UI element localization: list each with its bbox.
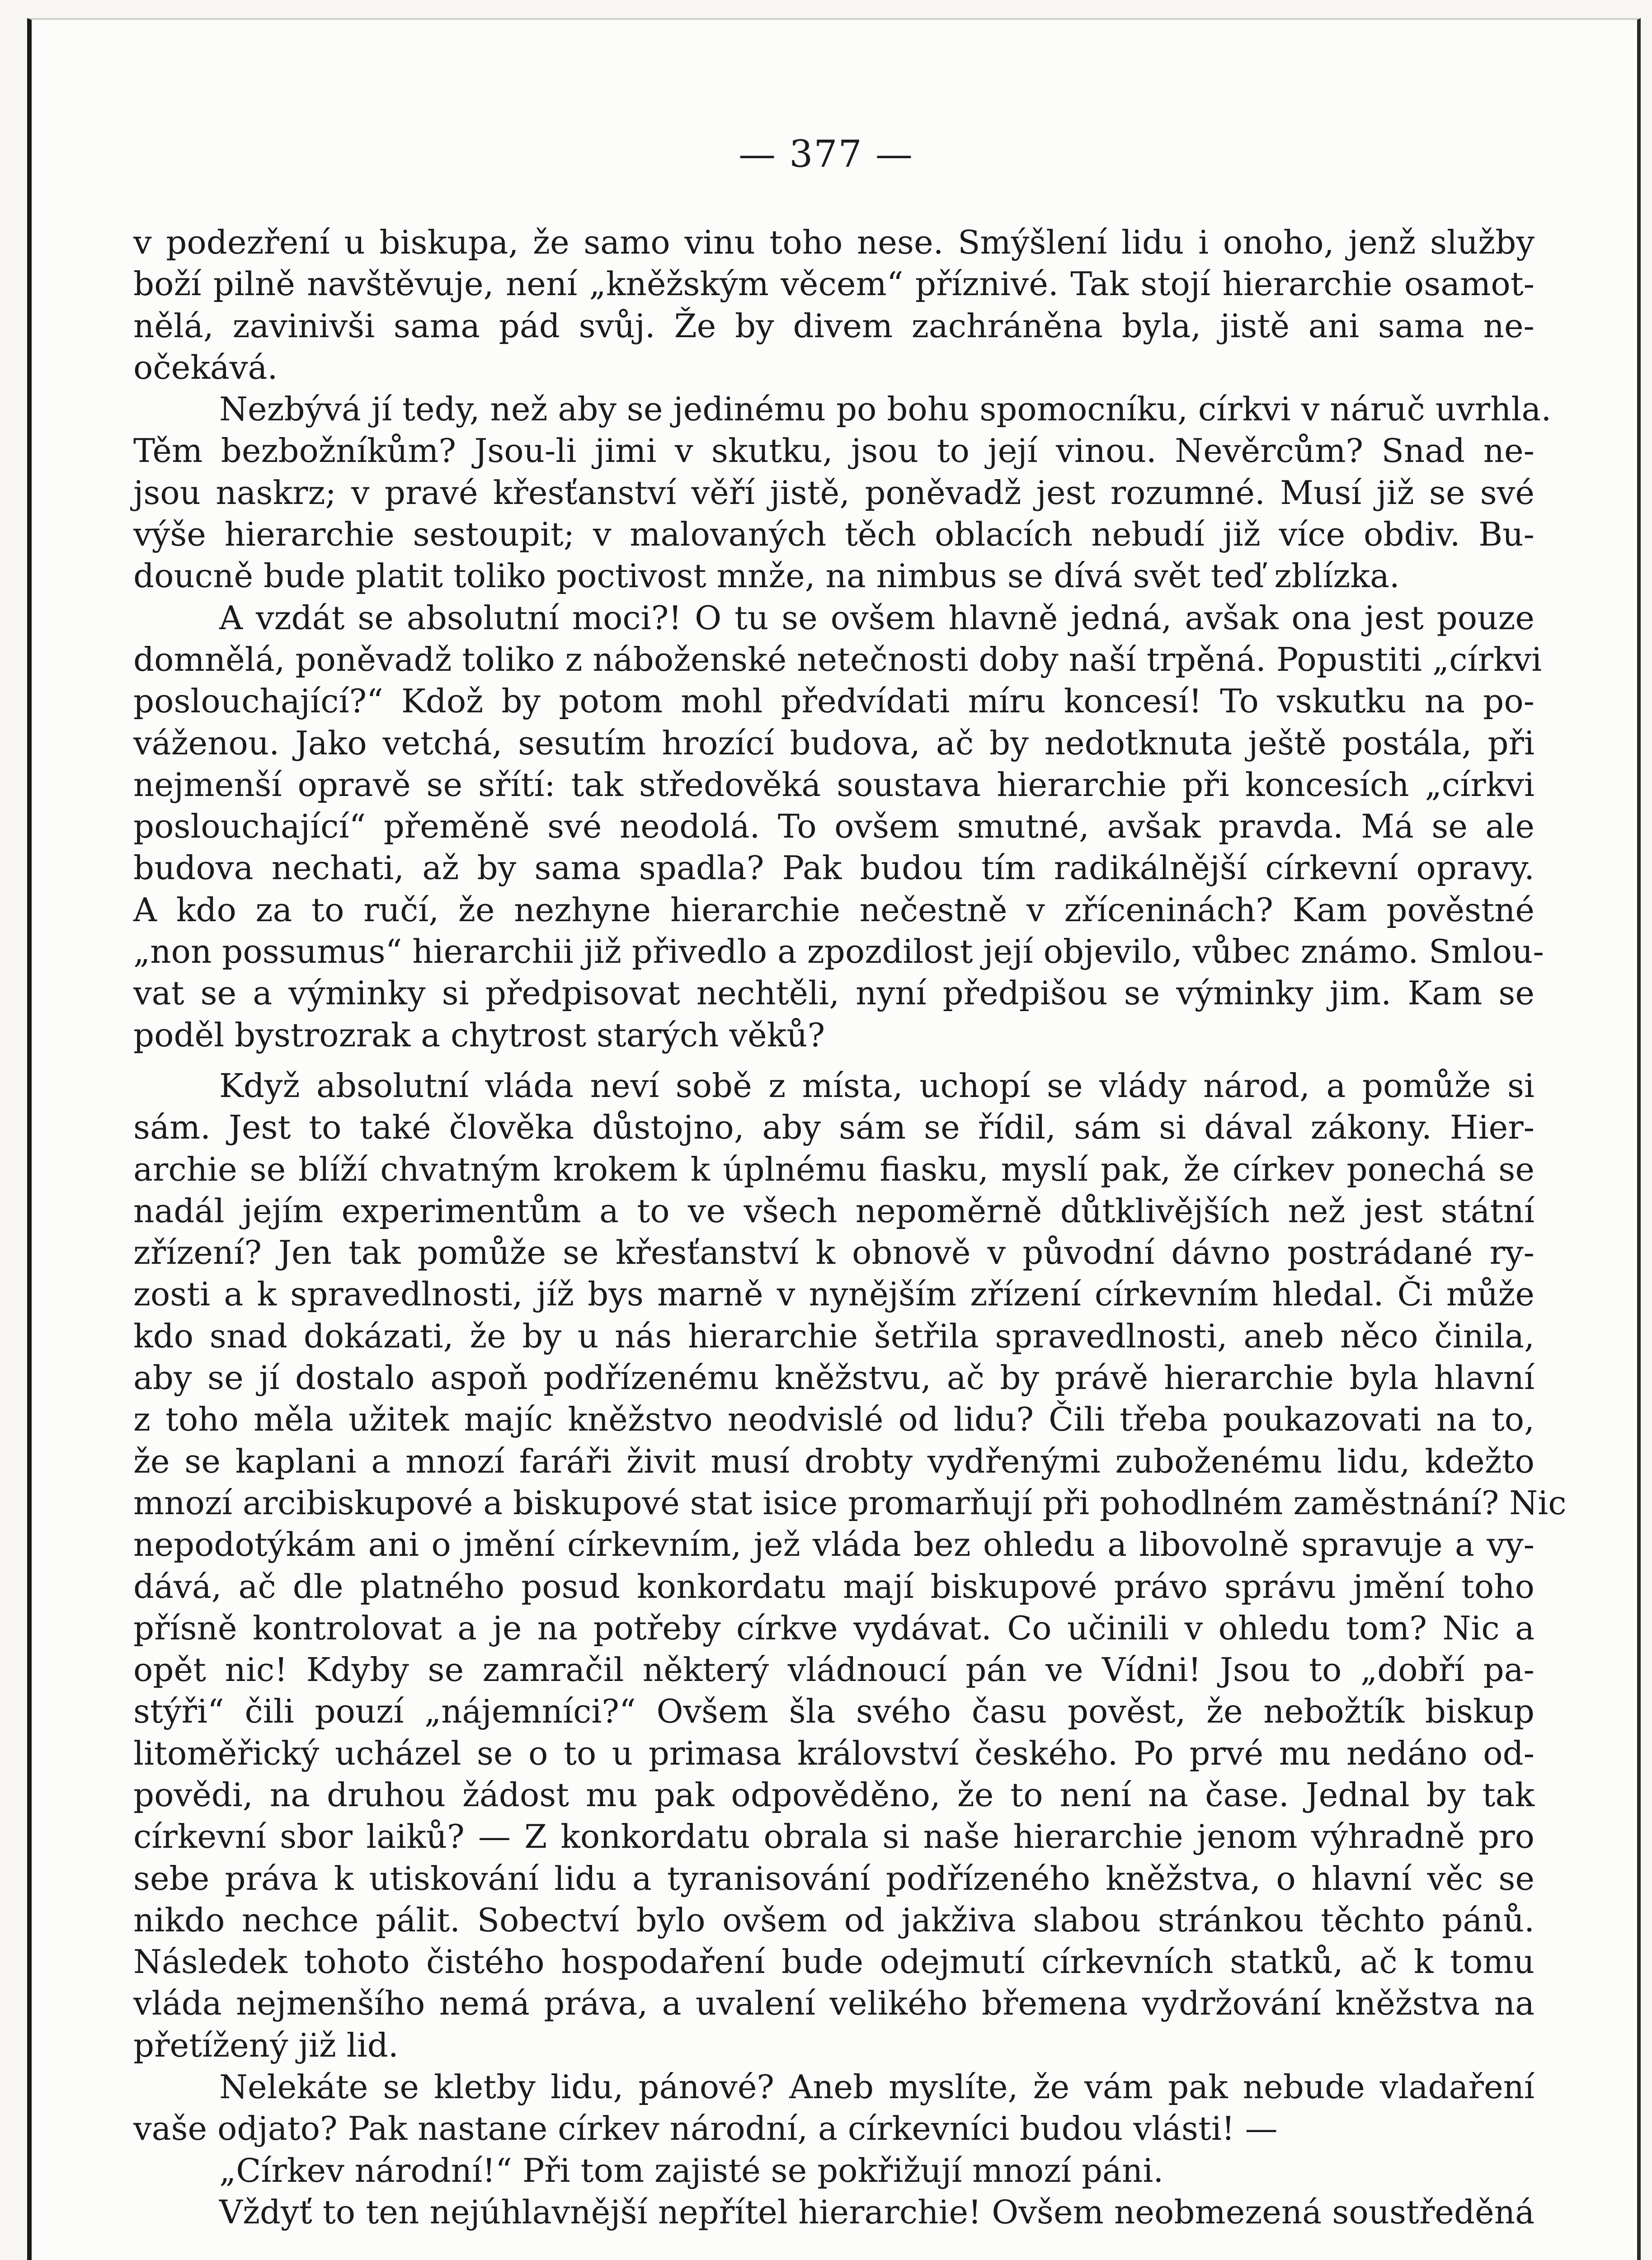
text-line: poděl bystrozrak a chytrost starých věků?: [133, 1016, 825, 1054]
text-line: Vždyť to ten nejúhlavnější nepřítel hierarchie! Ovšem neobmezená soustředěná: [219, 2193, 1534, 2231]
text-line: že se kaplani a mnozí faráři živit musí drobty vydřenými zuboženému lidu, kdežto: [133, 1442, 1534, 1480]
text-line: boží pilně navštěvuje, není „kněžským věcem“ příznivé. Tak stojí hierarchie osamot-: [133, 265, 1534, 303]
text-line: vat se a výminky si předpisovat nechtěli, nyní předpišou se výminky jim. Kam se: [133, 974, 1534, 1012]
text-line: Nelekáte se kletby lidu, pánové? Aneb myslíte, že vám pak nebude vladaření: [219, 2068, 1534, 2106]
text-line: doucně bude platit toliko poctivost mnže, na nimbus se dívá svět teď zblízka.: [133, 557, 1400, 595]
text-line: vláda nejmenšího nemá práva, a uvalení velikého břemena vydržování kněžstva na: [133, 1984, 1534, 2023]
text-line: nikdo nechce pálit. Sobectví bylo ovšem od jakživa slabou stránkou těchto pánů.: [133, 1901, 1534, 1939]
paragraph-1: [133, 221, 1534, 388]
text-line: domnělá, poněvadž toliko z náboženské netečnosti doby naší trpěná. Popustiti „církvi: [133, 640, 1542, 678]
text-line: církevní sbor laiků? — Z konkordatu obrala si naše hierarchie jenom výhradně pro: [133, 1817, 1534, 1856]
paragraph-3: [133, 597, 1544, 1056]
paragraph-7: [133, 2191, 1534, 2233]
text-line: opět nic! Kdyby se zamračil některý vládnoucí pán ve Vídni! Jsou to „dobří pa-: [133, 1651, 1534, 1689]
text-line: A kdo za to ručí, že nezhyne hierarchie nečestně v zříceninách? Kam pověstné: [133, 890, 1534, 929]
text-line: dává, ač dle platného posud konkordatu mají biskupové právo správu jmění toho: [133, 1567, 1534, 1606]
text-line: povědi, na druhou žádost mu pak odpověděno, že to není na čase. Jednal by tak: [133, 1775, 1534, 1814]
text-line: mnozí arcibiskupové a biskupové stat isice promarňují při pohodlném zaměstnání? Nic: [133, 1483, 1567, 1522]
text-line: litoměřický ucházel se o to u primasa království českého. Po prvé mu nedáno od-: [133, 1734, 1534, 1772]
text-line: „non possumus“ hierarchii již přivedlo a zpozdilost její objevilo, vůbec známo. Smlou-: [133, 932, 1544, 971]
paragraph-5: [133, 2066, 1534, 2150]
text-line: nadál jejím experimentům a to ve všech nepoměrně důtklivějších než jest státní: [133, 1191, 1534, 1230]
text-line: budova nechati, až by sama spadla? Pak budou tím radikálnější církevní opravy.: [133, 849, 1534, 887]
paragraph-6: [133, 2150, 1534, 2191]
text-line: sebe práva k utiskování lidu a tyranisování podřízeného kněžstva, o hlavní věc se: [133, 1859, 1534, 1897]
text-line: A vzdát se absolutní moci?! O tu se ovšem hlavně jedná, avšak ona jest pouze: [219, 598, 1534, 637]
text-line: nejmenší opravě se sřítí: tak středověká soustava hierarchie při koncesích „církvi: [133, 765, 1534, 804]
paragraph-4: [133, 1065, 1567, 2066]
text-line: zřízení? Jen tak pomůže se křesťanství k obnově v původní dávno postrádané ry-: [133, 1234, 1534, 1272]
text-line: Nezbývá jí tedy, než aby se jedinému po bohu spomocníku, církvi v náruč uvrhla.: [219, 390, 1552, 428]
paragraph-2: [133, 388, 1552, 597]
text-line: archie se blíží chvatným krokem k úplnému fiasku, myslí pak, že církev ponechá se: [133, 1150, 1534, 1188]
text-line: aby se jí dostalo aspoň podřízenému kněžstvu, ač by právě hierarchie byla hlavní: [133, 1359, 1534, 1397]
text-line: kdo snad dokázati, že by u nás hierarchie šetřila spravedlnosti, aneb něco činila,: [133, 1317, 1534, 1355]
body-text: [133, 221, 1567, 2233]
text-line: poslouchající?“ Kdož by potom mohl předvídati míru koncesí! To vskutku na po-: [133, 682, 1534, 720]
paragraph-gap: [133, 1056, 1534, 1065]
text-line: nělá, zavinivši sama pád svůj. Že by divem zachráněna byla, jistě ani sama ne-: [133, 306, 1534, 345]
text-line: přetížený již lid.: [133, 2026, 399, 2064]
text-line: sám. Jest to také člověka důstojno, aby sám se řídil, sám si dával zákony. Hier-: [133, 1108, 1534, 1147]
text-line: Když absolutní vláda neví sobě z místa, uchopí se vlády národ, a pomůže si: [219, 1066, 1534, 1105]
text-line: nepodotýkám ani o jmění církevním, jež vláda bez ohledu a libovolně spravuje a vy-: [133, 1526, 1534, 1564]
text-line: očekává.: [133, 348, 278, 386]
page-number: — 377 —: [739, 133, 913, 176]
text-line: jsou naskrz; v pravé křesťanství věří jistě, poněvadž jest rozumné. Musí již se své: [133, 473, 1534, 512]
text-line: v podezření u biskupa, že samo vinu toho nese. Smýšlení lidu i onoho, jenž služby: [133, 223, 1534, 261]
text-line: zosti a k spravedlnosti, jíž bys marně v nynějším zřízení církevním hledal. Či může: [133, 1275, 1534, 1314]
text-line: stýři“ čili pouzí „nájemníci?“ Ovšem šla svého času pověst, že nebožtík biskup: [133, 1692, 1534, 1731]
text-line: přísně kontrolovat a je na potřeby církve vydávat. Co učinili v ohledu tom? Nic a: [133, 1609, 1534, 1647]
text-line: váženou. Jako vetchá, sesutím hrozící budova, ač by nedotknuta ještě postála, při: [133, 724, 1534, 762]
text-line: „Církev národní!“ Při tom zajisté se pokřižují mnozí páni.: [219, 2151, 1164, 2189]
text-line: Těm bezbožníkům? Jsou-li jimi v skutku, jsou to její vinou. Nevěrcům? Snad ne-: [133, 432, 1534, 470]
text-line: výše hierarchie sestoupit; v malovaných těch oblacích nebudí již více obdiv. Bu-: [133, 515, 1534, 554]
text-line: Následek tohoto čistého hospodaření bude odejmutí církevních statků, ač k tomu: [133, 1943, 1534, 1981]
text-line: vaše odjato? Pak nastane církev národní, a církevníci budou vlásti! —: [133, 2109, 1278, 2148]
text-line: z toho měla užitek majíc kněžstvo neodvislé od lidu? Čili třeba poukazovati na to,: [133, 1400, 1534, 1439]
text-line: poslouchající“ přeměně své neodolá. To ovšem smutné, avšak pravda. Má se ale: [133, 807, 1534, 846]
